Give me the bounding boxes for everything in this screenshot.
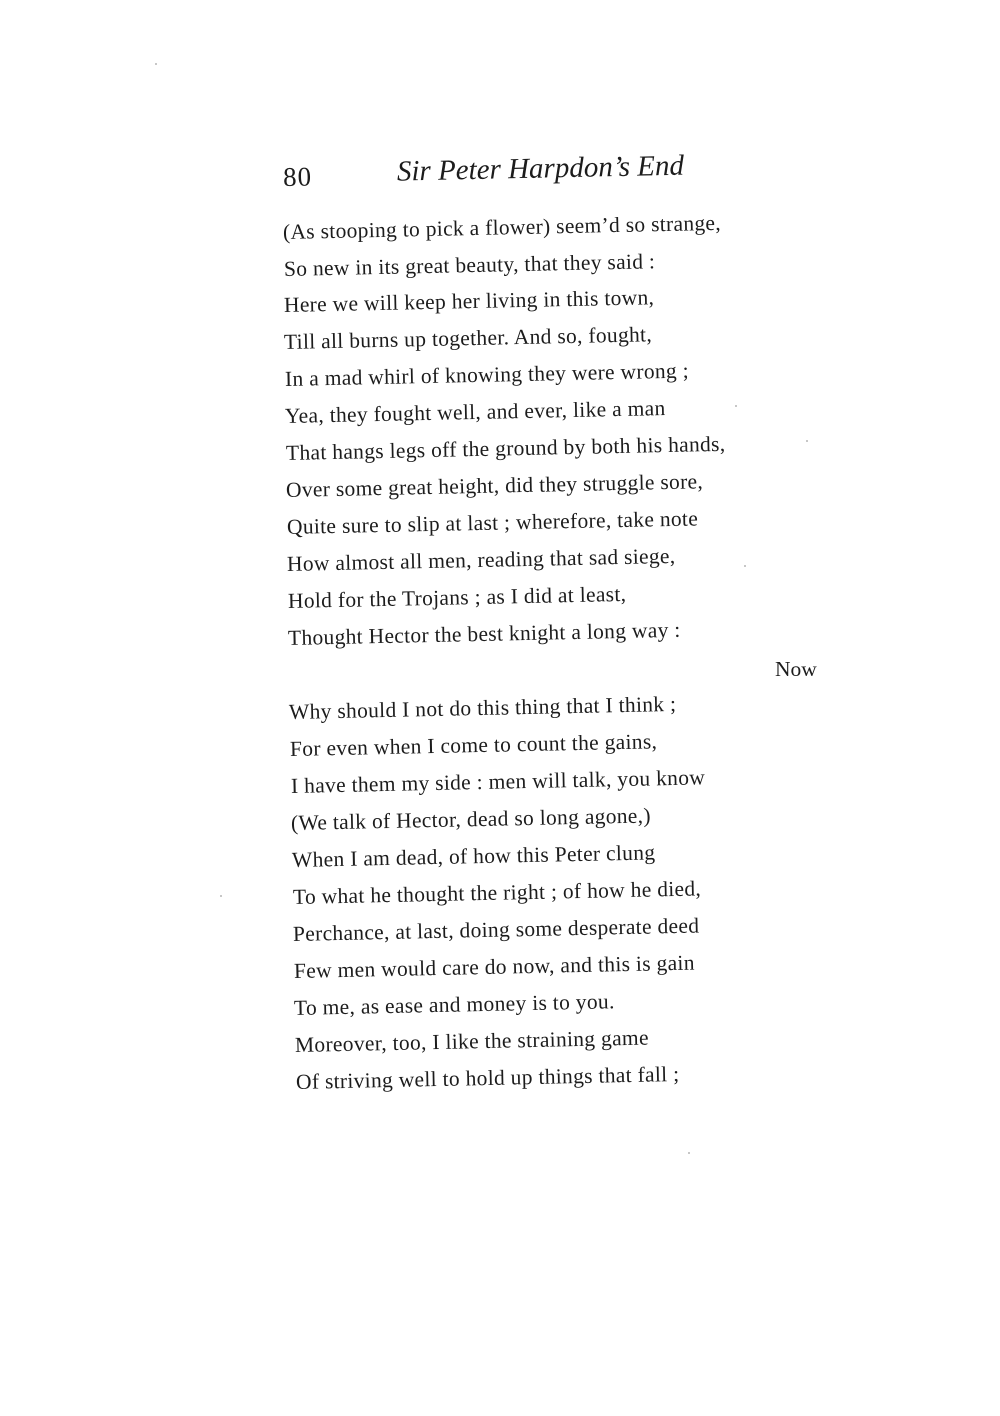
verse-line: Few men would care do now, and this is gain	[293, 950, 695, 983]
verse-line: Thought Hector the best knight a long way :	[287, 617, 681, 650]
verse-line: To what he thought the right ; of how he died,	[292, 876, 702, 909]
verse-line: When I am dead, of how this Peter clung	[291, 840, 656, 872]
verse-line: So new in its great beauty, that they said :	[283, 249, 656, 281]
verse-line: Quite sure to slip at last ; wherefore, take note	[286, 506, 699, 539]
verse-line: (We talk of Hector, dead so long agone,)	[290, 803, 652, 835]
catchword: Now	[775, 657, 817, 681]
scan-speck	[688, 1152, 690, 1154]
verse-line: For even when I come to count the gains,	[289, 729, 658, 761]
verse-line: I have them my side : men will talk, you know	[290, 765, 706, 798]
scan-speck	[806, 440, 808, 442]
verse-line: To me, as ease and money is to you.	[293, 989, 615, 1020]
verse-line: Moreover, too, I like the straining game	[294, 1025, 650, 1057]
verse-line: How almost all men, reading that sad siege,	[286, 543, 676, 576]
verse-line: Why should I not do this thing that I think ;	[288, 691, 677, 724]
running-title: Sir Peter Harpdon’s End	[396, 149, 685, 188]
verse-line: Of striving well to hold up things that fall ;	[295, 1061, 680, 1094]
verse-line: Hold for the Trojans ; as I did at least,	[287, 581, 627, 613]
verse-line: Perchance, at last, doing some desperate deed	[292, 913, 700, 946]
scan-speck	[220, 895, 222, 897]
verse-line: (As stooping to pick a flower) seem’d so strange,	[282, 210, 722, 244]
page-number: 80	[282, 161, 313, 192]
verse-line: That hangs legs off the ground by both his hands,	[285, 431, 726, 465]
verse-line: Yea, they fought well, and ever, like a man	[284, 396, 666, 428]
verse-line: Here we will keep her living in this town,	[283, 285, 655, 317]
verse-line: In a mad whirl of knowing they were wrong ;	[284, 358, 690, 391]
verse-line: Till all burns up together. And so, fought,	[283, 322, 653, 354]
verse-line: Over some great height, did they struggle sore,	[285, 469, 704, 502]
scan-speck	[735, 405, 737, 407]
scan-speck	[155, 63, 157, 65]
page-header	[283, 144, 764, 198]
scan-speck	[744, 565, 746, 567]
